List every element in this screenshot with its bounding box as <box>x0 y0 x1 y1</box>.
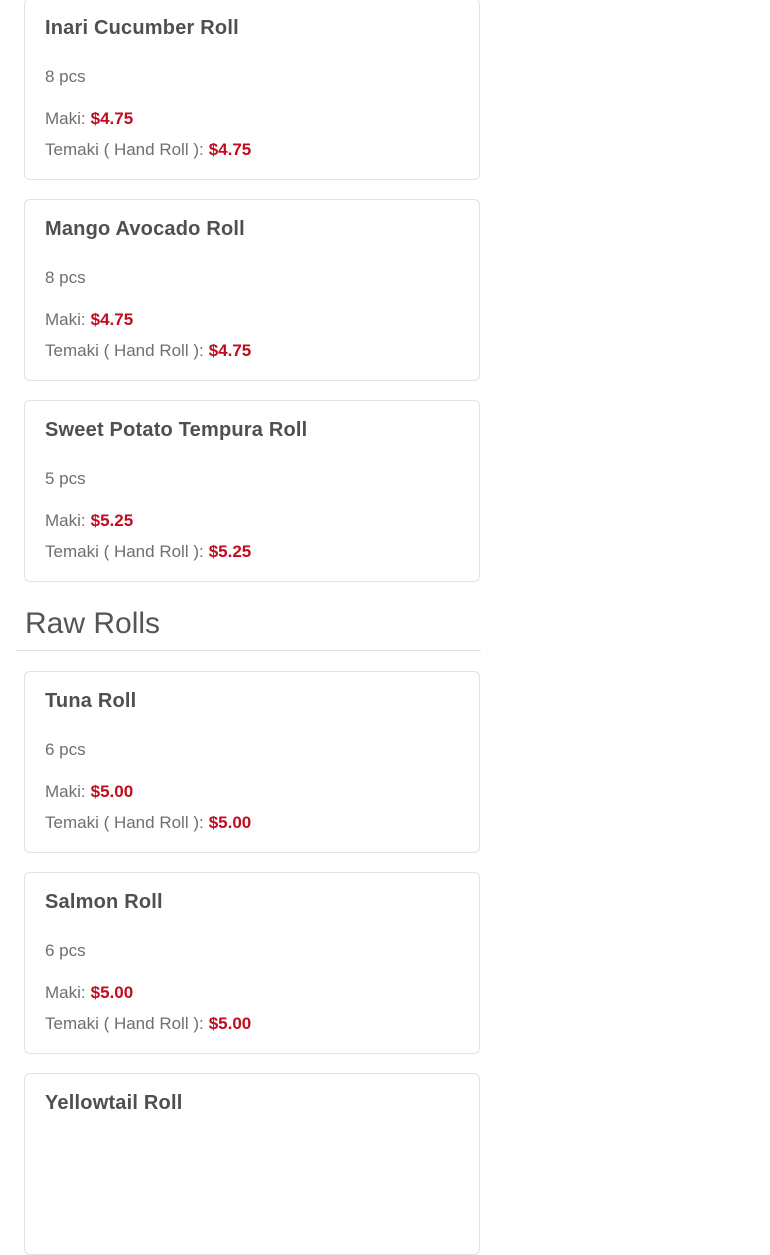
price-value: $5.00 <box>90 782 134 801</box>
menu-card <box>24 671 480 853</box>
item-name: Yellowtail Roll <box>45 1092 183 1114</box>
price-label: Temaki ( Hand Roll ): <box>45 1014 204 1033</box>
menu-section-raw-rolls <box>16 606 481 1255</box>
item-pieces: 6 pcs <box>45 740 86 759</box>
price-value: $4.75 <box>208 140 252 159</box>
item-name: Sweet Potato Tempura Roll <box>45 419 308 441</box>
price-value: $5.25 <box>208 542 252 561</box>
price-value: $4.75 <box>90 109 134 128</box>
menu-card <box>24 1073 480 1255</box>
price-line-temaki <box>45 1014 459 1034</box>
price-line-temaki <box>45 542 459 562</box>
price-line-temaki <box>45 140 459 160</box>
price-line-maki <box>45 511 459 531</box>
menu-card-list <box>16 671 481 1255</box>
menu-section-cooked <box>16 0 481 582</box>
price-value: $5.25 <box>90 511 134 530</box>
price-label: Maki: <box>45 109 86 128</box>
item-name: Inari Cucumber Roll <box>45 17 239 39</box>
price-label: Temaki ( Hand Roll ): <box>45 341 204 360</box>
menu-card-list <box>16 0 481 582</box>
menu-card <box>24 199 480 381</box>
menu-column <box>16 0 481 1255</box>
price-value: $4.75 <box>90 310 134 329</box>
menu-card <box>24 0 480 180</box>
item-pieces: 8 pcs <box>45 268 86 287</box>
price-value: $5.00 <box>208 1014 252 1033</box>
price-label: Maki: <box>45 983 86 1002</box>
price-line-maki <box>45 310 459 330</box>
price-label: Maki: <box>45 782 86 801</box>
price-label: Maki: <box>45 511 86 530</box>
price-label: Maki: <box>45 310 86 329</box>
item-pieces: 6 pcs <box>45 941 86 960</box>
menu-card <box>24 872 480 1054</box>
price-value: $4.75 <box>208 341 252 360</box>
price-label: Temaki ( Hand Roll ): <box>45 140 204 159</box>
price-line-temaki <box>45 341 459 361</box>
menu-card <box>24 400 480 582</box>
price-line-maki <box>45 983 459 1003</box>
item-name: Mango Avocado Roll <box>45 218 245 240</box>
price-value: $5.00 <box>208 813 252 832</box>
item-name: Salmon Roll <box>45 891 163 913</box>
item-pieces: 5 pcs <box>45 469 86 488</box>
price-line-maki <box>45 782 459 802</box>
section-heading: Raw Rolls <box>25 607 161 640</box>
section-divider <box>16 650 481 651</box>
price-label: Temaki ( Hand Roll ): <box>45 813 204 832</box>
price-value: $5.00 <box>90 983 134 1002</box>
price-line-temaki <box>45 813 459 833</box>
item-pieces: 8 pcs <box>45 67 86 86</box>
section-header <box>16 606 481 651</box>
item-name: Tuna Roll <box>45 690 137 712</box>
price-label: Temaki ( Hand Roll ): <box>45 542 204 561</box>
price-line-maki <box>45 109 459 129</box>
